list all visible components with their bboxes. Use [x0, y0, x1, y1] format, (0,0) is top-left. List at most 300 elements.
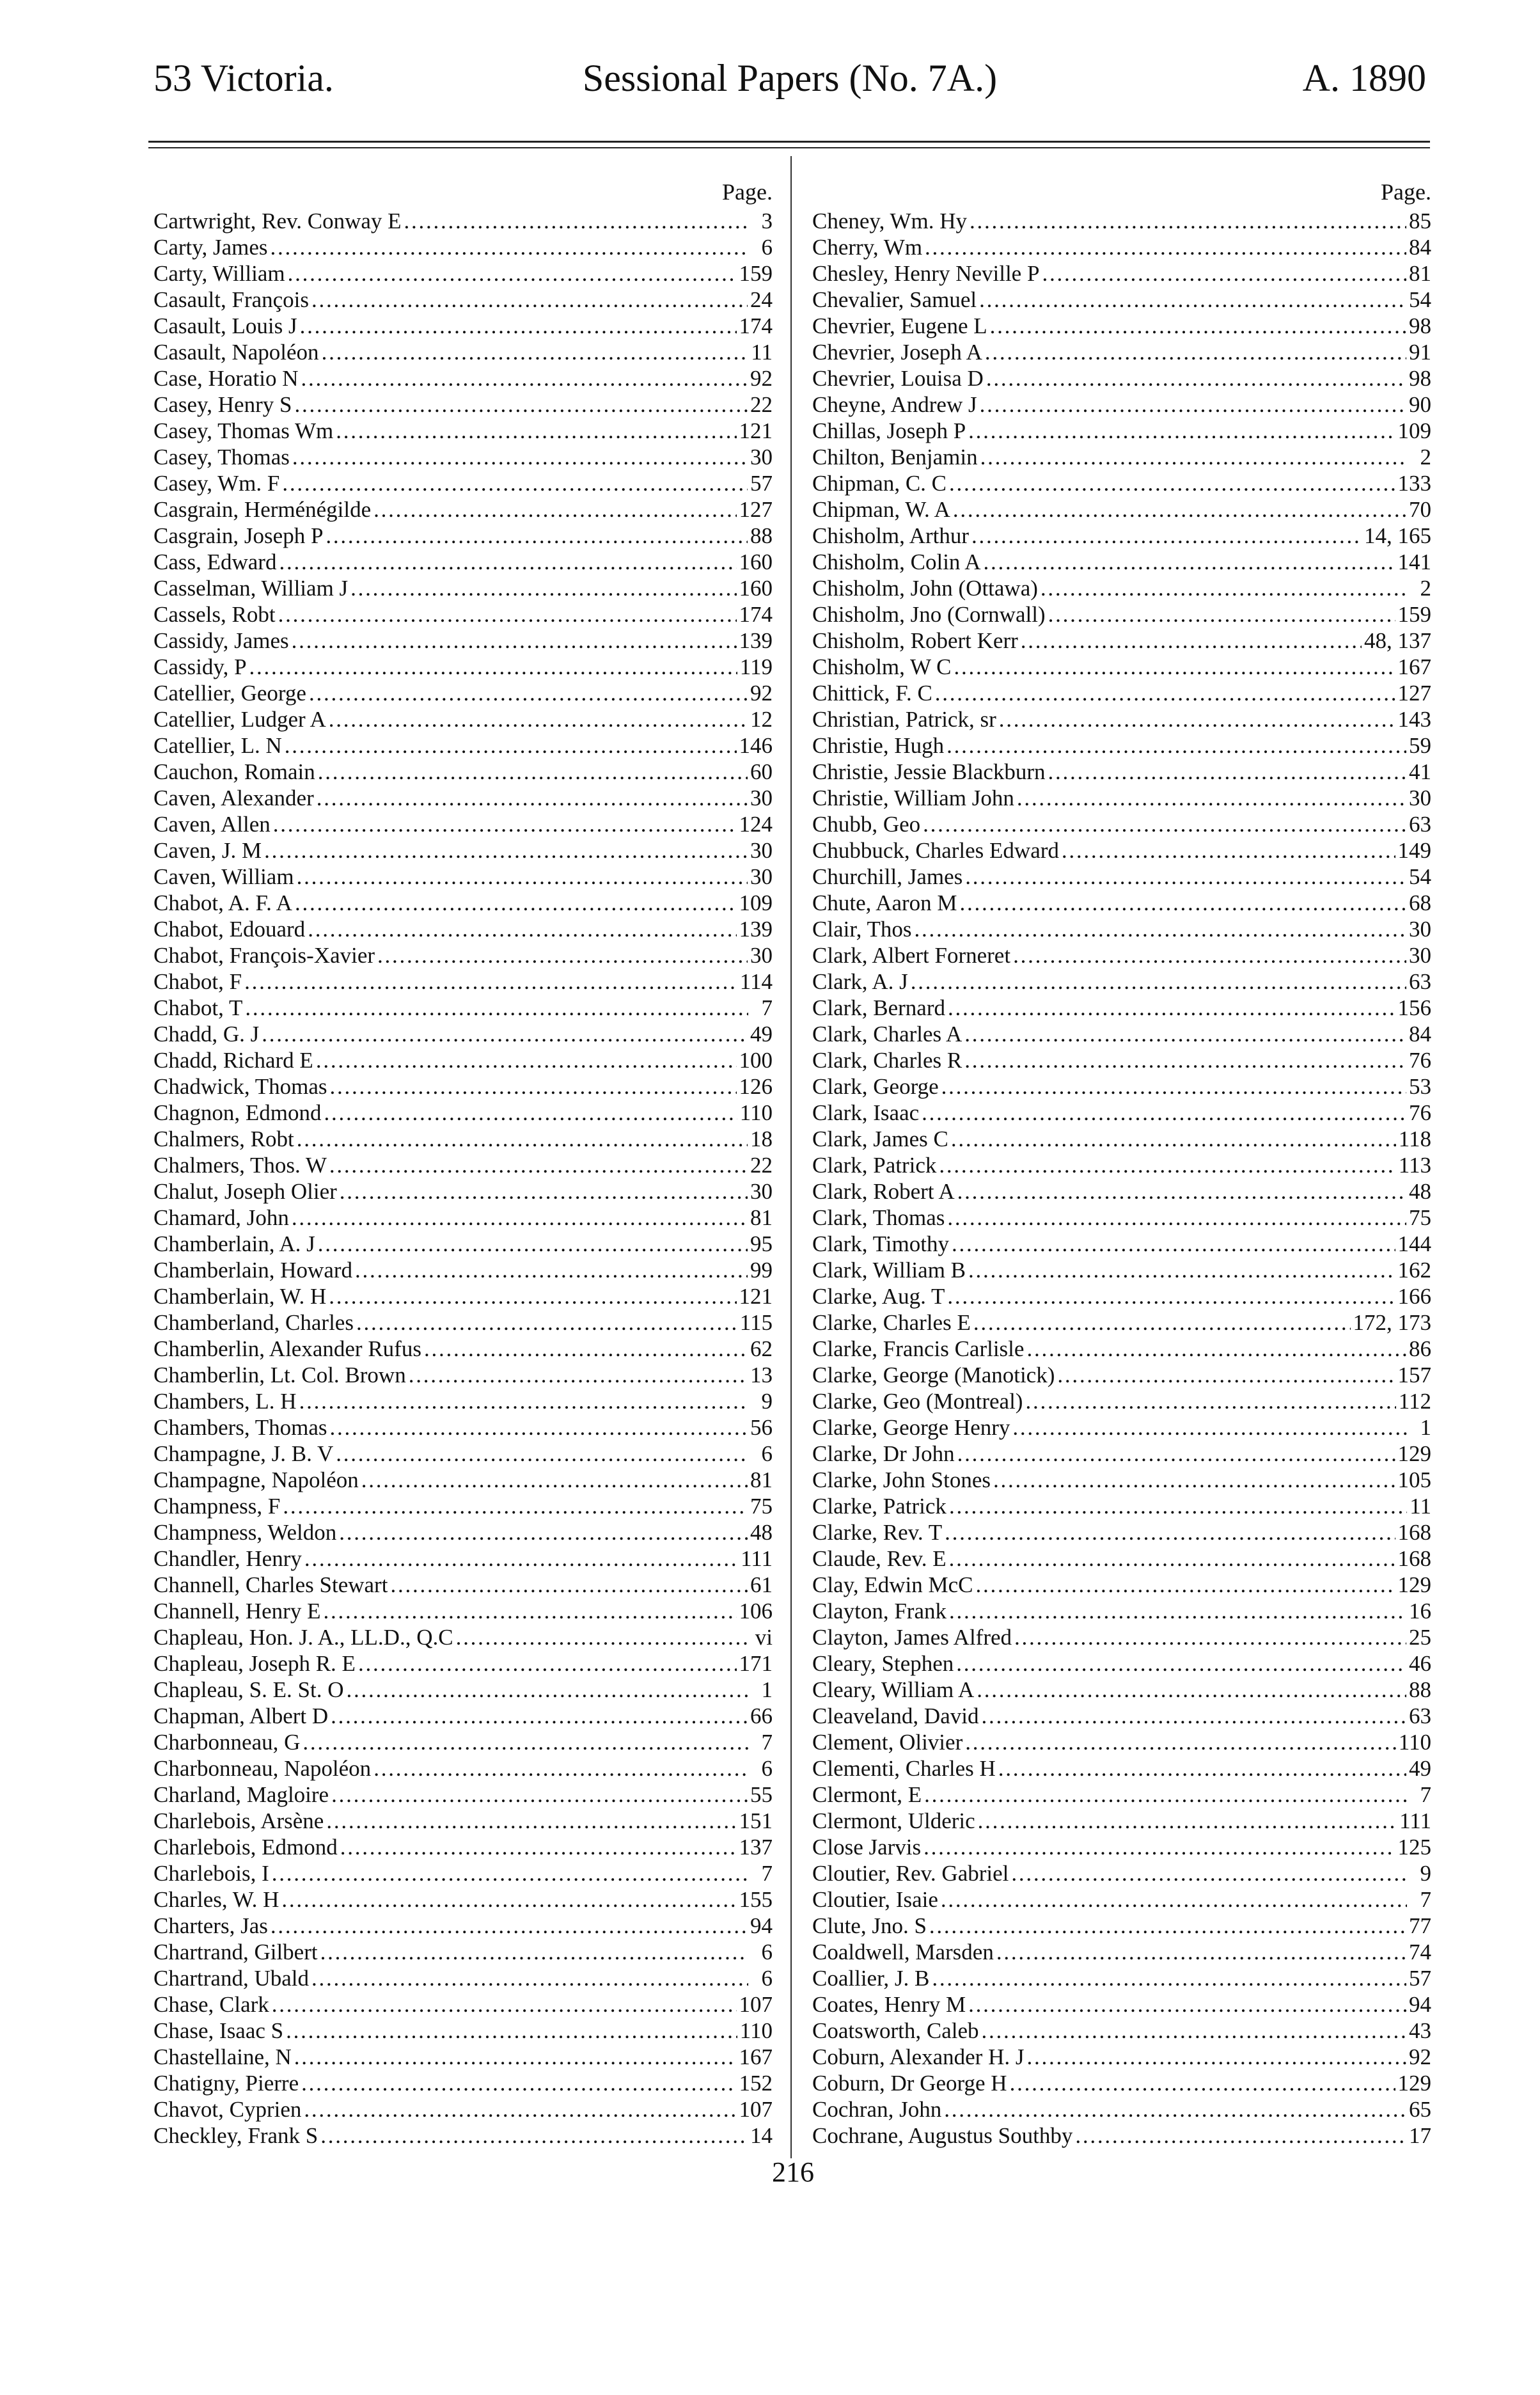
index-entry	[812, 1860, 1431, 1886]
dot-leader	[949, 1493, 1407, 1519]
dot-leader	[1010, 2070, 1395, 2096]
entry-page: 112	[1398, 1389, 1431, 1414]
index-entry	[812, 628, 1431, 654]
dot-leader	[309, 680, 748, 706]
dot-leader	[346, 1677, 748, 1703]
dot-leader	[278, 601, 737, 628]
dot-leader	[356, 1309, 737, 1336]
index-entry	[812, 1152, 1431, 1178]
index-entry	[812, 1100, 1431, 1126]
dot-leader	[957, 1441, 1395, 1467]
dot-leader	[304, 2096, 736, 2122]
dot-leader	[999, 706, 1395, 732]
dot-leader	[329, 1152, 748, 1178]
entry-name: Chabot, A. F. A	[153, 890, 292, 915]
dot-leader	[324, 1100, 737, 1126]
entry-page: 55	[750, 1782, 773, 1807]
entry-page: 95	[750, 1231, 773, 1256]
entry-page: 98	[1409, 366, 1431, 391]
entry-name: Clermont, E	[812, 1782, 922, 1807]
entry-name: Cauchon, Romain	[153, 759, 315, 784]
entry-name: Chandler, Henry	[153, 1546, 302, 1571]
entry-name: Chisholm, John (Ottawa)	[812, 576, 1038, 601]
dot-leader	[320, 1939, 748, 1965]
dot-leader	[329, 706, 748, 732]
entry-name: Chavot, Cyprien	[153, 2097, 302, 2122]
index-entry	[812, 1283, 1431, 1309]
entry-page: 30	[750, 943, 773, 968]
dot-leader	[330, 1073, 737, 1100]
dot-leader	[980, 391, 1406, 418]
index-entry	[812, 1493, 1431, 1519]
entry-page: 172, 173	[1353, 1310, 1431, 1335]
entry-name: Chabot, T	[153, 995, 243, 1020]
entry-name: Catellier, L. N	[153, 733, 282, 758]
dot-leader	[1017, 785, 1406, 811]
entry-name: Clark, Timothy	[812, 1231, 949, 1256]
entry-name: Cochrane, Augustus Southby	[812, 2123, 1073, 2148]
entry-name: Christie, Hugh	[812, 733, 945, 758]
entry-page: 7	[1420, 1782, 1431, 1807]
entry-page: 30	[750, 786, 773, 810]
dot-leader	[948, 995, 1395, 1021]
index-entry	[812, 732, 1431, 759]
dot-leader	[1026, 1336, 1406, 1362]
entry-name: Champness, Weldon	[153, 1520, 337, 1545]
index-entry	[153, 444, 773, 470]
index-entry	[812, 1231, 1431, 1257]
entry-page: 168	[1397, 1520, 1431, 1545]
index-entry	[153, 1467, 773, 1493]
dot-leader	[996, 1939, 1406, 1965]
page-column-label: Page.	[722, 179, 773, 205]
entry-name: Case, Horatio N	[153, 366, 299, 391]
index-column-left	[153, 176, 773, 2149]
dot-leader	[273, 811, 737, 837]
entry-page: 94	[1409, 1992, 1431, 2017]
entry-page: 126	[739, 1074, 773, 1099]
entry-name: Chambers, L. H	[153, 1389, 297, 1414]
entry-page: 106	[739, 1599, 773, 1624]
index-entry	[153, 1126, 773, 1152]
dot-leader	[1042, 260, 1406, 287]
index-entry	[812, 2044, 1431, 2070]
entry-page: 84	[1409, 1022, 1431, 1047]
entry-page: 121	[739, 1284, 773, 1309]
dot-leader	[302, 1729, 748, 1755]
dot-leader	[978, 1808, 1397, 1834]
dot-leader	[281, 1886, 736, 1913]
dot-leader	[308, 916, 736, 942]
index-entry	[153, 759, 773, 785]
index-entry	[153, 942, 773, 968]
dot-leader	[998, 1755, 1406, 1782]
entry-page: 129	[1397, 2071, 1431, 2096]
entry-page: 77	[1409, 1913, 1431, 1938]
page-header	[153, 56, 1426, 101]
entry-name: Chamberlain, Howard	[153, 1258, 353, 1283]
dot-leader	[951, 1126, 1396, 1152]
entry-name: Champagne, Napoléon	[153, 1467, 359, 1492]
entry-page: 61	[750, 1572, 773, 1597]
dot-leader	[923, 811, 1406, 837]
entry-page: 174	[739, 602, 773, 627]
index-entry	[812, 1834, 1431, 1860]
entry-name: Chillas, Joseph P	[812, 418, 966, 443]
index-entry	[812, 864, 1431, 890]
dot-leader	[331, 1703, 748, 1729]
header-year: A. 1890	[1302, 57, 1426, 99]
entry-name: Close Jarvis	[812, 1835, 922, 1860]
dot-leader	[331, 1782, 748, 1808]
entry-name: Chisholm, Jno (Cornwall)	[812, 602, 1046, 627]
entry-name: Charlebois, I	[153, 1861, 269, 1886]
entry-page: 157	[1397, 1363, 1431, 1387]
entry-page: 48	[750, 1520, 773, 1545]
entry-name: Clute, Jno. S	[812, 1913, 927, 1938]
entry-page: 53	[1409, 1074, 1431, 1099]
dot-leader	[947, 732, 1406, 759]
entry-name: Chabot, F	[153, 969, 242, 994]
index-entry	[153, 1257, 773, 1283]
index-entry	[812, 1703, 1431, 1729]
column-divider	[790, 156, 792, 2158]
dot-leader	[977, 1677, 1406, 1703]
entry-name: Coaldwell, Marsden	[812, 1940, 994, 1964]
entry-name: Chase, Isaac S	[153, 2018, 284, 2043]
entry-name: Clermont, Ulderic	[812, 1808, 975, 1833]
dot-leader	[1048, 601, 1395, 628]
dot-leader	[949, 1598, 1406, 1624]
entry-page: 14, 165	[1364, 523, 1431, 548]
entry-name: Clay, Edwin McC	[812, 1572, 973, 1597]
entry-name: Caven, Allen	[153, 812, 271, 837]
entry-name: Clair, Thos	[812, 917, 912, 942]
entry-name: Casey, Thomas	[153, 445, 290, 470]
index-entry	[812, 1991, 1431, 2018]
index-entry	[153, 313, 773, 339]
index-entry	[153, 890, 773, 916]
dot-leader	[279, 549, 736, 575]
dot-leader	[949, 1545, 1395, 1572]
entry-page: 2	[1420, 445, 1431, 470]
index-entry	[153, 365, 773, 391]
entry-name: Cleary, William A	[812, 1677, 975, 1702]
index-entry	[153, 732, 773, 759]
entry-page: 94	[750, 1913, 773, 1938]
entry-name: Coatsworth, Caleb	[812, 2018, 979, 2043]
entry-name: Cloutier, Isaie	[812, 1887, 938, 1912]
entry-page: 159	[739, 261, 773, 286]
entry-page: vi	[755, 1625, 773, 1650]
index-entry	[812, 260, 1431, 287]
entry-name: Clark, Patrick	[812, 1153, 937, 1178]
index-entry	[812, 365, 1431, 391]
entry-page: 118	[1398, 1126, 1431, 1151]
index-entry	[812, 1913, 1431, 1939]
index-entry	[812, 1309, 1431, 1336]
dot-leader	[336, 418, 736, 444]
index-entry	[812, 1572, 1431, 1598]
entry-page: 137	[739, 1835, 773, 1860]
dot-leader	[294, 391, 748, 418]
dot-leader	[286, 2018, 737, 2044]
entry-page: 86	[1409, 1336, 1431, 1361]
dot-leader	[355, 1257, 748, 1283]
entry-page: 139	[739, 628, 773, 653]
index-entry	[153, 601, 773, 628]
index-entry	[153, 1755, 773, 1782]
entry-page: 22	[750, 1153, 773, 1178]
entry-name: Casey, Thomas Wm	[153, 418, 334, 443]
index-entry	[153, 706, 773, 732]
entry-name: Chalmers, Robt	[153, 1126, 294, 1151]
index-entry	[153, 1073, 773, 1100]
entry-name: Charland, Magloire	[153, 1782, 329, 1807]
dot-leader	[929, 1913, 1406, 1939]
entry-page: 125	[1397, 1835, 1431, 1860]
dot-leader	[1048, 759, 1406, 785]
index-entry	[153, 811, 773, 837]
dot-leader	[932, 1965, 1406, 1991]
entry-name: Coburn, Alexander H. J	[812, 2044, 1025, 2069]
index-entry	[812, 234, 1431, 260]
entry-page: 85	[1409, 209, 1431, 233]
index-entry	[153, 1414, 773, 1441]
index-entry	[153, 628, 773, 654]
index-entry	[153, 470, 773, 496]
index-entry	[812, 313, 1431, 339]
entry-page: 162	[1397, 1258, 1431, 1283]
index-entry	[812, 1886, 1431, 1913]
entry-page: 98	[1409, 313, 1431, 338]
index-entry	[153, 968, 773, 995]
entry-name: Chisholm, Arthur	[812, 523, 970, 548]
entry-name: Chisholm, W C	[812, 654, 952, 679]
index-entry	[153, 1860, 773, 1886]
entry-page: 81	[750, 1467, 773, 1492]
dot-leader	[245, 995, 748, 1021]
entry-page: 143	[1397, 707, 1431, 732]
entry-page: 49	[750, 1022, 773, 1047]
dot-leader	[952, 1231, 1395, 1257]
entry-page: 14	[750, 2123, 773, 2148]
index-entry	[812, 968, 1431, 995]
entry-name: Catellier, Ludger A	[153, 707, 326, 732]
entry-name: Clarke, George Henry	[812, 1415, 1010, 1440]
dot-leader	[941, 1073, 1406, 1100]
dot-leader	[939, 1152, 1395, 1178]
entry-name: Champagne, J. B. V	[153, 1441, 334, 1466]
entry-page: 7	[1420, 1887, 1431, 1912]
index-entry	[812, 2096, 1431, 2122]
entry-name: Chamberlin, Alexander Rufus	[153, 1336, 421, 1361]
index-entry	[153, 680, 773, 706]
dot-leader	[975, 1572, 1395, 1598]
index-entry	[812, 575, 1431, 601]
entry-page: 121	[739, 418, 773, 443]
entry-name: Clarke, Patrick	[812, 1494, 947, 1519]
index-entry	[153, 1021, 773, 1047]
index-entry	[812, 1755, 1431, 1782]
entry-page: 160	[739, 549, 773, 574]
index-entry	[153, 1519, 773, 1545]
dot-leader	[964, 1021, 1406, 1047]
dot-leader	[947, 1205, 1406, 1231]
index-entry	[153, 1886, 773, 1913]
entry-page: 18	[750, 1126, 773, 1151]
entry-page: 7	[761, 995, 773, 1020]
index-entry	[153, 1205, 773, 1231]
entry-name: Clark, George	[812, 1074, 939, 1099]
dot-leader	[965, 864, 1406, 890]
entry-page: 57	[1409, 1966, 1431, 1991]
dot-leader	[953, 496, 1406, 523]
entry-page: 92	[1409, 2044, 1431, 2069]
dot-leader	[262, 1021, 748, 1047]
dot-leader	[947, 1283, 1395, 1309]
entry-page: 114	[739, 969, 773, 994]
dot-leader	[914, 916, 1406, 942]
index-entry	[812, 916, 1431, 942]
entry-page: 75	[750, 1494, 773, 1519]
dot-leader	[288, 260, 737, 287]
header-title: Sessional Papers (No. 7A.)	[582, 57, 998, 99]
index-entry	[812, 1545, 1431, 1572]
index-entry	[812, 523, 1431, 549]
dot-leader	[297, 864, 748, 890]
entry-name: Caven, J. M	[153, 838, 262, 863]
index-entry	[153, 260, 773, 287]
index-entry	[812, 1257, 1431, 1283]
entry-page: 111	[1399, 1808, 1431, 1833]
entry-name: Churchill, James	[812, 864, 963, 889]
entry-page: 139	[739, 917, 773, 942]
entry-name: Chadd, Richard E	[153, 1048, 313, 1073]
entry-name: Caven, William	[153, 864, 294, 889]
dot-leader	[954, 654, 1395, 680]
index-column-right	[812, 176, 1431, 2149]
entry-name: Clark, Bernard	[812, 995, 945, 1020]
entry-name: Chevrier, Joseph A	[812, 340, 982, 365]
dot-leader	[320, 2122, 748, 2149]
entry-name: Chilton, Benjamin	[812, 445, 978, 470]
index-entry	[812, 418, 1431, 444]
entry-page: 124	[739, 812, 773, 837]
dot-leader	[326, 523, 748, 549]
dot-leader	[301, 2070, 736, 2096]
entry-page: 9	[1420, 1861, 1431, 1886]
dot-leader	[317, 785, 748, 811]
header-rule-secondary	[148, 147, 1430, 148]
index-entry	[153, 1729, 773, 1755]
index-entry	[812, 1624, 1431, 1650]
entry-name: Clark, William B	[812, 1258, 966, 1283]
index-entry	[153, 339, 773, 365]
entry-name: Clarke, Charles E	[812, 1310, 971, 1335]
dot-leader	[283, 1493, 748, 1519]
dot-leader	[285, 732, 737, 759]
entry-page: 115	[739, 1310, 773, 1335]
index-entry	[153, 1598, 773, 1624]
index-entry	[812, 1047, 1431, 1073]
entry-name: Cleaveland, David	[812, 1703, 979, 1728]
dot-leader	[911, 968, 1406, 995]
entry-page: 107	[739, 1992, 773, 2017]
dot-leader	[990, 313, 1406, 339]
index-entry	[812, 1126, 1431, 1152]
entry-page: 75	[1409, 1205, 1431, 1230]
entry-name: Chambers, Thomas	[153, 1415, 327, 1440]
entry-name: Clarke, Geo (Montreal)	[812, 1389, 1023, 1414]
dot-leader	[272, 1860, 748, 1886]
index-entry	[153, 1650, 773, 1677]
index-entry	[153, 496, 773, 523]
entry-name: Charlebois, Edmond	[153, 1835, 338, 1860]
dot-leader	[956, 1650, 1406, 1677]
entry-name: Cochran, John	[812, 2097, 942, 2122]
index-entry	[153, 1047, 773, 1073]
header-session: 53 Victoria.	[153, 57, 334, 99]
entry-page: 99	[750, 1258, 773, 1283]
dot-leader	[424, 1336, 748, 1362]
index-entry	[153, 1309, 773, 1336]
entry-page: 6	[761, 1966, 773, 1991]
entry-page: 81	[750, 1205, 773, 1230]
dot-leader	[340, 1178, 748, 1205]
entry-page: 9	[761, 1389, 773, 1414]
entry-page: 1	[1420, 1415, 1431, 1440]
entry-page: 11	[1410, 1494, 1431, 1519]
entry-page: 16	[1409, 1599, 1431, 1624]
entry-page: 129	[1397, 1441, 1431, 1466]
page-column-label: Page.	[1381, 179, 1431, 205]
dot-leader	[960, 890, 1406, 916]
entry-name: Champness, F	[153, 1494, 281, 1519]
entry-name: Chapleau, Hon. J. A., LL.D., Q.C	[153, 1625, 453, 1650]
entry-page: 127	[739, 497, 773, 522]
index-entry	[153, 1808, 773, 1834]
dot-leader	[318, 1231, 748, 1257]
entry-name: Chamberland, Charles	[153, 1310, 354, 1335]
index-entry	[153, 1965, 773, 1991]
index-entry	[153, 2070, 773, 2096]
entry-page: 88	[750, 523, 773, 548]
entry-name: Cleary, Stephen	[812, 1651, 954, 1676]
index-entry	[812, 1336, 1431, 1362]
dot-leader	[292, 444, 748, 470]
dot-leader	[968, 418, 1395, 444]
dot-leader	[373, 1755, 748, 1782]
entry-name: Casault, Napoléon	[153, 340, 319, 365]
entry-page: 25	[1409, 1625, 1431, 1650]
entry-page: 84	[1409, 235, 1431, 260]
entry-name: Chevalier, Samuel	[812, 287, 977, 312]
entry-page: 168	[1397, 1546, 1431, 1571]
index-entry	[812, 2070, 1431, 2096]
entry-page: 92	[750, 366, 773, 391]
entry-name: Chartrand, Gilbert	[153, 1940, 318, 1964]
entry-name: Carty, William	[153, 261, 285, 286]
dot-leader	[971, 523, 1362, 549]
entry-page: 144	[1397, 1231, 1431, 1256]
index-entry	[812, 287, 1431, 313]
dot-leader	[922, 1100, 1406, 1126]
dot-leader	[1075, 2122, 1406, 2149]
entry-page: 48	[1409, 1179, 1431, 1204]
entry-page: 60	[750, 759, 773, 784]
dot-leader	[1026, 2044, 1406, 2070]
